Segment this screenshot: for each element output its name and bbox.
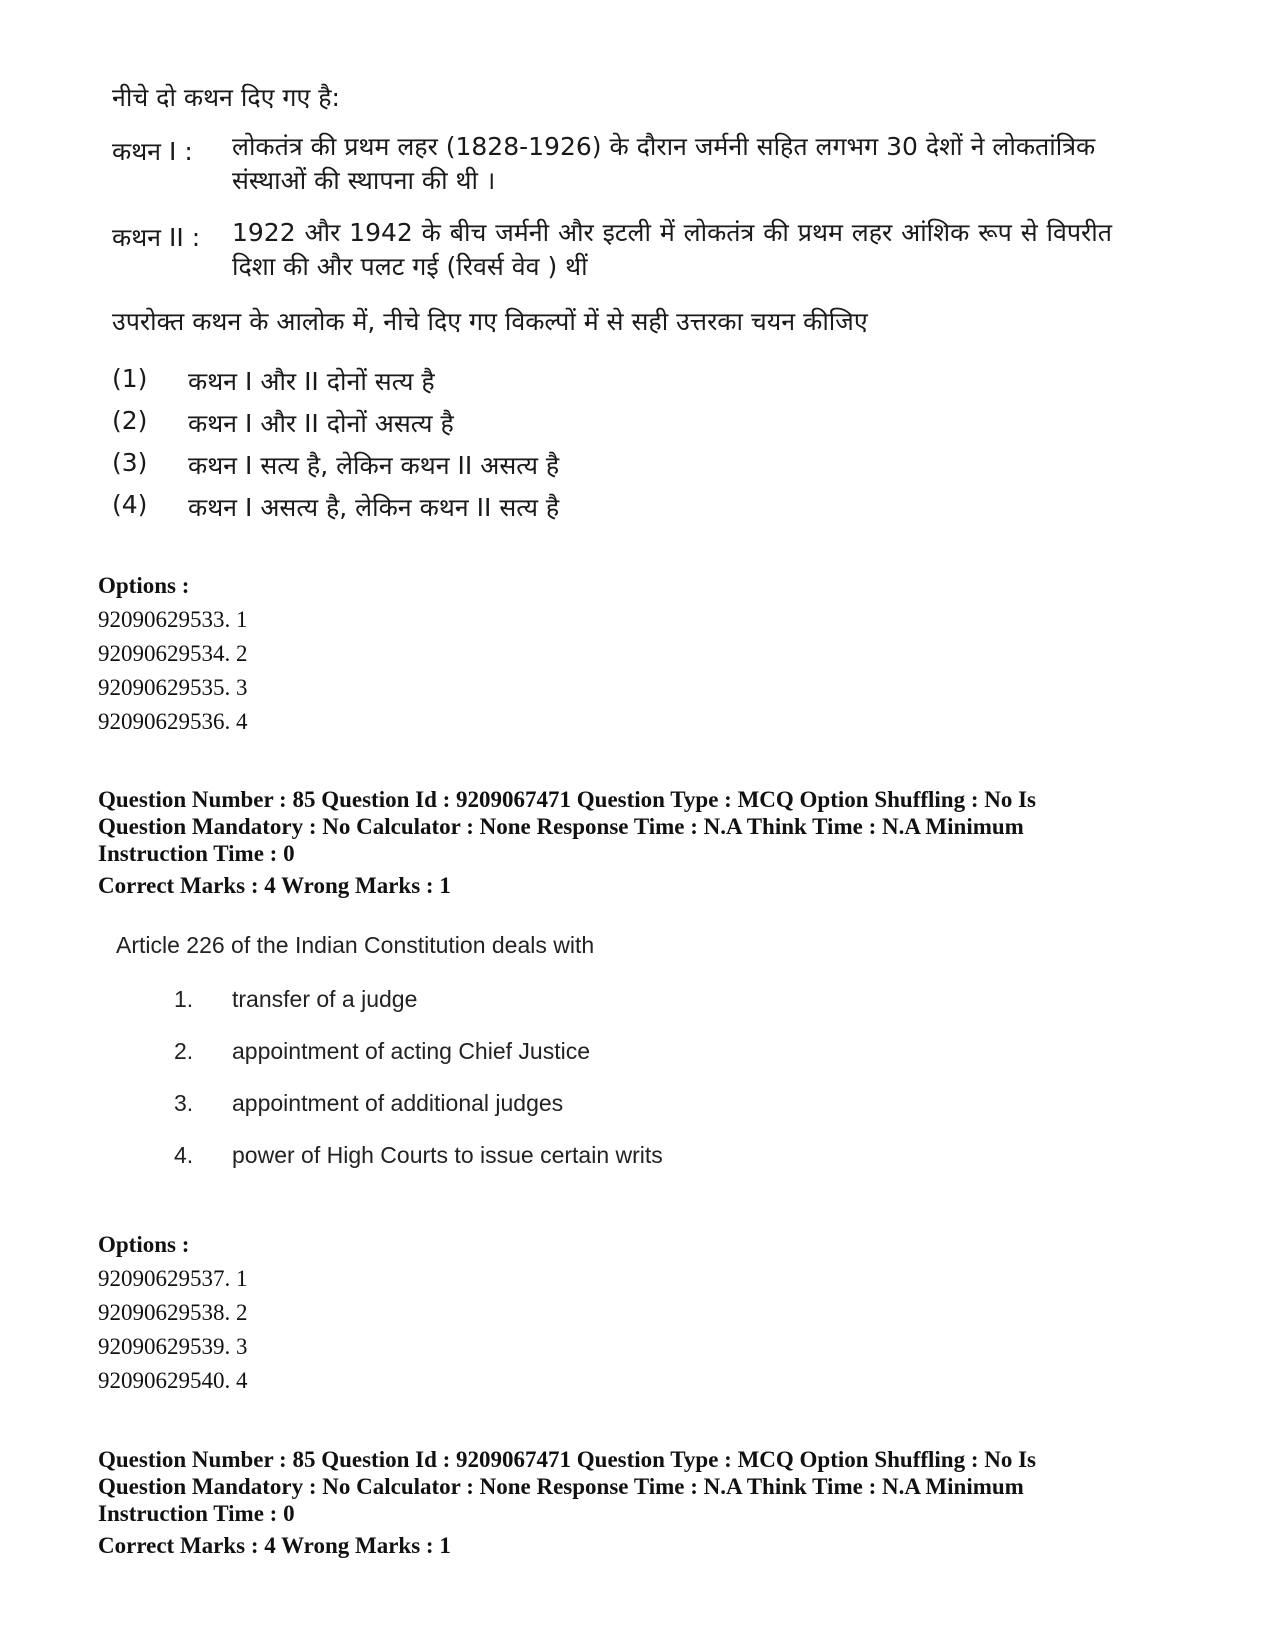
question-metadata-line: Question Number : 85 Question Id : 9209067471 Question Type : MCQ Option Shuffling : No Is — [98, 787, 1037, 812]
hindi-choice-number: (2) — [112, 406, 148, 435]
option-item: 92090629534. 2 — [98, 641, 248, 666]
option-item: 92090629536. 4 — [98, 709, 248, 734]
english-choice-text: transfer of a judge — [232, 986, 418, 1012]
english-choice-text: appointment of additional judges — [232, 1090, 564, 1116]
english-choice-number: 3. — [174, 1090, 194, 1116]
english-choice-text: power of High Courts to issue certain writs — [232, 1142, 663, 1168]
hindi-choice-text: कथन I सत्य है, लेकिन कथन II असत्य है — [188, 451, 560, 480]
options-heading: Options : — [98, 1232, 190, 1257]
question-metadata-line: Question Mandatory : No Calculator : None Response Time : N.A Think Time : N.A Minimum — [98, 814, 1024, 839]
hindi-choice-text: कथन I असत्य है, लेकिन कथन II सत्य है — [188, 493, 560, 522]
hindi-question-intro: नीचे दो कथन दिए गए है: — [112, 83, 340, 112]
english-choice-text: appointment of acting Chief Justice — [232, 1038, 590, 1064]
option-item: 92090629538. 2 — [98, 1300, 248, 1325]
hindi-choice-number: (1) — [112, 364, 148, 393]
question-metadata-line: Question Number : 85 Question Id : 9209067471 Question Type : MCQ Option Shuffling : No Is — [98, 1447, 1037, 1472]
hindi-choice-text: कथन I और II दोनों सत्य है — [188, 367, 435, 396]
option-item: 92090629537. 1 — [98, 1266, 248, 1291]
hindi-question-prompt: उपरोक्त कथन के आलोक में, नीचे दिए गए विकल्पों में से सही उत्तरका चयन कीजिए — [112, 307, 868, 336]
english-choice-number: 1. — [174, 986, 194, 1012]
english-choice-number: 2. — [174, 1038, 194, 1064]
question-metadata-line: Question Mandatory : No Calculator : None Response Time : N.A Think Time : N.A Minimum — [98, 1474, 1024, 1499]
question-marks: Correct Marks : 4 Wrong Marks : 1 — [98, 873, 451, 898]
question-metadata-line: Instruction Time : 0 — [98, 1501, 295, 1526]
options-heading: Options : — [98, 573, 190, 598]
question-metadata — [98, 786, 1098, 867]
question-marks: Correct Marks : 4 Wrong Marks : 1 — [98, 1533, 451, 1558]
option-item: 92090629535. 3 — [98, 675, 248, 700]
question-metadata — [98, 1446, 1098, 1527]
hindi-choice-text: कथन I और II दोनों असत्य है — [188, 409, 454, 438]
statement-1-label: कथन I : — [112, 137, 193, 166]
statement-2-text: 1922 और 1942 के बीच जर्मनी और इटली में लोकतंत्र की प्रथम लहर आंशिक रूप से विपरीत दिशा की और पलट गई (रिवर्स वेव ) थीं — [232, 218, 1112, 281]
question-metadata-line: Instruction Time : 0 — [98, 841, 295, 866]
option-item: 92090629533. 1 — [98, 607, 248, 632]
statement-1-text: लोकतंत्र की प्रथम लहर (1828-1926) के दौरान जर्मनी सहित लगभग 30 देशों ने लोकतांत्रिक संस्थाओं की स्थापना की थी । — [232, 132, 1096, 195]
hindi-choice-number: (3) — [112, 448, 148, 477]
statement-2-label: कथन II : — [112, 223, 201, 252]
option-item: 92090629539. 3 — [98, 1334, 248, 1359]
english-question-stem: Article 226 of the Indian Constitution deals with — [116, 932, 595, 958]
english-choice-number: 4. — [174, 1142, 194, 1168]
hindi-choice-number: (4) — [112, 490, 148, 519]
option-item: 92090629540. 4 — [98, 1368, 248, 1393]
